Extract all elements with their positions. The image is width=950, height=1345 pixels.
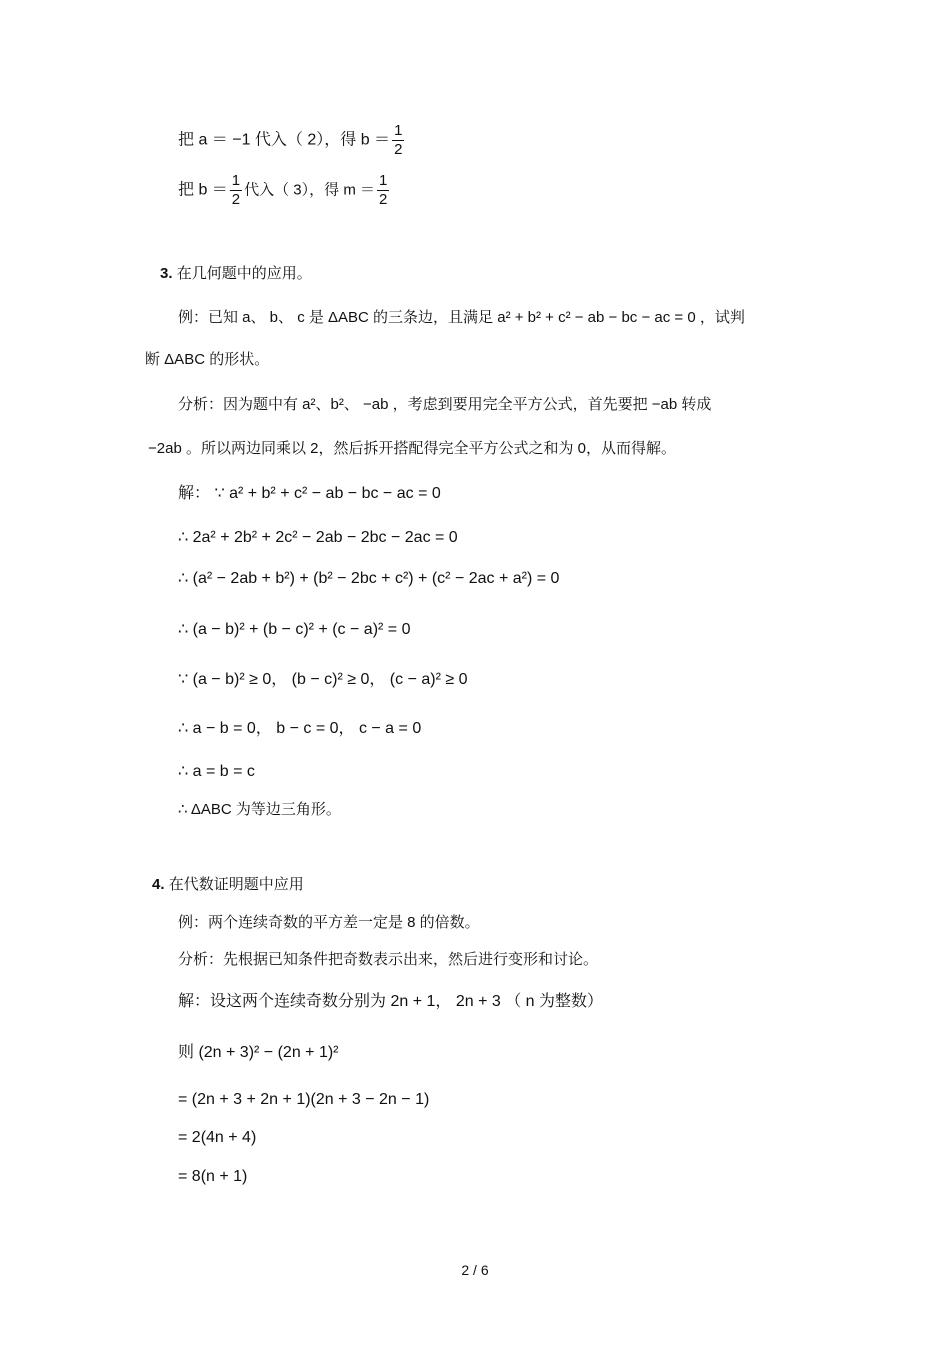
proof-step: ∴ 2a² + 2b² + 2c² − 2ab − 2bc − 2ac = 0 — [178, 529, 458, 546]
proof-step: ∴ a − b = 0， b − c = 0， c − a = 0 — [178, 720, 422, 737]
section-number: 4. — [152, 876, 165, 893]
example-line-1: 例：已知 a、 b、 c 是 ΔABC 的三条边，且满足 a² + b² + c² − ab − bc − ac = 0 ，试判 — [178, 309, 745, 326]
section-3-heading — [160, 264, 312, 284]
proof-step: ∵ (a − b)² ≥ 0， (b − c)² ≥ 0， (c − a)² ≥ 0 — [178, 671, 468, 688]
proof-step: = (2n + 3 + 2n + 1)(2n + 3 − 2n − 1) — [178, 1091, 430, 1108]
analysis-line-2: −2ab 。所以两边同乘以 2，然后拆开搭配得完全平方公式之和为 0，从而得解。 — [148, 440, 676, 457]
analysis-line-1: 分析：因为题中有 a²、b²、 −ab ，考虑到要用完全平方公式，首先要把 −ab 转成 — [178, 396, 712, 413]
section-4-heading — [152, 875, 304, 895]
section-title: 在代数证明题中应用 — [168, 876, 304, 893]
page-number: 2 / 6 — [461, 1262, 489, 1278]
substitution-text: 把 a ＝ −1 代入（ 2），得 b ＝ — [178, 131, 391, 149]
fraction: $\frac{1}{2}$ — [394, 122, 403, 158]
substitution-text: 代入（ 3），得 m ＝ — [244, 181, 375, 199]
proof-step: 解： ∵ a² + b² + c² − ab − bc − ac = 0 — [178, 485, 441, 502]
example-line-2: 断 ΔABC 的形状。 — [145, 351, 270, 368]
fraction: $\frac{1}{2}$ — [231, 172, 241, 208]
solution-line: 解：设这两个连续奇数分别为 2n + 1， 2n + 3 （ n 为整数） — [178, 993, 603, 1010]
proof-step: = 8(n + 1) — [178, 1168, 248, 1185]
proof-step: ∴ (a² − 2ab + b²) + (b² − 2bc + c²) + (c² − 2ac + a²) = 0 — [178, 570, 560, 587]
section-number: 3. — [160, 265, 173, 282]
substitution-text: 把 b ＝ — [178, 181, 228, 199]
section-title: 在几何题中的应用。 — [176, 265, 312, 282]
substitution-line-1 — [178, 122, 406, 159]
proof-step: ∴ a = b = c — [178, 763, 255, 780]
proof-step: 则 (2n + 3)² − (2n + 1)² — [178, 1044, 339, 1061]
example-line: 例：两个连续奇数的平方差一定是 8 的倍数。 — [178, 914, 480, 931]
substitution-line-2 — [178, 172, 391, 209]
proof-step: ∴ (a − b)² + (b − c)² + (c − a)² = 0 — [178, 621, 411, 638]
proof-step: = 2(4n + 4) — [178, 1129, 257, 1146]
proof-conclusion: ∴ ΔABC 为等边三角形。 — [178, 801, 341, 818]
analysis-line: 分析：先根据已知条件把奇数表示出来，然后进行变形和讨论。 — [178, 951, 599, 968]
fraction: $\frac{1}{2}$ — [378, 172, 388, 208]
